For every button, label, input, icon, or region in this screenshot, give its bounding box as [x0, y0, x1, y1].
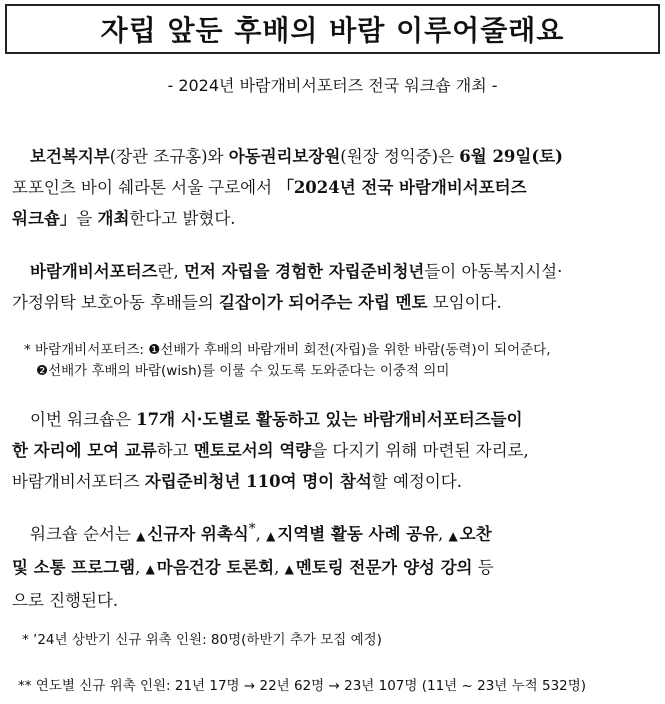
document-title: 자립 앞둔 후배의 바람 이루어줄래요: [100, 14, 565, 47]
bullet-triangle-icon: ▲: [145, 561, 155, 576]
para3-particle: 하고: [156, 441, 194, 460]
comma: ,: [255, 524, 267, 544]
para2-text2: 가정위탁 보호아동 후배들의: [12, 293, 220, 312]
youth-description: 먼저 자립을 경험한 자립준비청년: [183, 262, 425, 281]
para4-line1: [12, 514, 654, 552]
paragraph-announcement: [12, 141, 654, 234]
para1-line1: [12, 141, 654, 172]
footnote-mark: *: [248, 521, 256, 537]
footnote-appointments: [22, 630, 657, 651]
para2-particle: 란,: [157, 262, 184, 281]
footnote-yearly-counts: ** 연도별 신규 위촉 인원: 21년 17명 → 22년 62명 → 23년 107명 (11년 ~ 23년 누적 532명): [18, 678, 587, 694]
para3-text3: 바람개비서포터즈: [12, 472, 145, 491]
bullet-triangle-icon: ▲: [284, 561, 294, 576]
program-item-mental-health: 마음건강 토론회: [156, 557, 275, 577]
minister-note: (장관 조규홍)와: [109, 147, 229, 166]
para2-line1: [12, 256, 654, 287]
title-box: [5, 4, 660, 54]
para4-text: 워크숍 순서는: [30, 524, 137, 544]
para4-line3: 으로 진행된다.: [12, 590, 119, 610]
para4-etc: 등: [472, 557, 494, 577]
director-note: (원장 정익중)은: [340, 147, 460, 166]
document-subtitle: - 2024년 바람개비서포터즈 전국 워크숍 개최 -: [167, 76, 498, 95]
regional-supporters: 17개 시·도별로 활동하고 있는 바람개비서포터즈들이: [136, 410, 523, 429]
footnote-2024-appointments: * ’24년 상반기 신규 위촉 인원: 80명(하반기 추가 모집 예정): [22, 632, 382, 648]
footnote-supporters-meaning: [24, 340, 659, 382]
program-item-communication: 및 소통 프로그램: [12, 557, 136, 577]
event-name: 「2024년 전국 바람개비서포터즈: [277, 178, 527, 197]
agency-name: 아동권리보장원: [228, 147, 341, 166]
comma: ,: [274, 557, 285, 577]
bullet-triangle-icon: ▲: [448, 528, 458, 543]
paragraph-workshop: [12, 404, 654, 497]
gather-exchange: 한 자리에 모여 교류: [12, 441, 157, 460]
para2-line2: [12, 287, 654, 318]
event-date: 6월 29일(토): [459, 147, 563, 166]
program-item-luncheon: 오찬: [459, 524, 492, 544]
mentor-capacity: 멘토로서의 역량: [193, 441, 312, 460]
para1-particle: 을: [76, 209, 98, 228]
paragraph-program: [12, 514, 654, 616]
ministry-name: 보건복지부: [30, 147, 110, 166]
program-item-case-sharing: 지역별 활동 사례 공유: [277, 524, 439, 544]
para1-line3: [12, 203, 654, 234]
mentor-description: 길잡이가 되어주는 자립 멘토: [219, 293, 428, 312]
comma: ,: [438, 524, 449, 544]
para2-ending: 모임이다.: [427, 293, 502, 312]
attendance: 자립준비청년 110여 명이 참석: [144, 472, 372, 491]
para3-text2: 을 다지기 위해 마련된 자리로,: [311, 441, 529, 460]
footnote-yearly-appointments: [18, 676, 653, 697]
bullet-triangle-icon: ▲: [266, 528, 276, 543]
venue-text: 포포인츠 바이 쉐라톤 서울 구로에서: [12, 178, 278, 197]
para3-line1: [12, 404, 654, 435]
bullet-triangle-icon: ▲: [136, 528, 146, 543]
footnote-line2: ❷선배가 후배의 바람(wish)를 이룰 수 있도록 도와준다는 이중적 의미: [36, 363, 450, 379]
hold-word: 개최: [97, 209, 130, 228]
event-name-end: 워크숍」: [12, 209, 77, 228]
para4-line2: [12, 552, 654, 585]
para1-line2: [12, 172, 654, 203]
supporters-name: 바람개비서포터즈: [30, 262, 158, 281]
para3-text: 이번 워크숍은: [30, 410, 137, 429]
para3-line2: [12, 435, 654, 466]
para1-ending: 한다고 밝혔다.: [129, 209, 236, 228]
comma: ,: [135, 557, 146, 577]
program-item-appointment: 신규자 위촉식: [147, 524, 249, 544]
para3-ending: 할 예정이다.: [371, 472, 462, 491]
para2-text: 들이 아동복지시설·: [424, 262, 563, 281]
paragraph-definition: [12, 256, 654, 318]
program-item-mentoring-lecture: 멘토링 전문가 양성 강의: [295, 557, 473, 577]
footnote-line1: * 바람개비서포터즈: ❶선배가 후배의 바람개비 회전(자립)을 위한 바람(동력)이 되어준다,: [24, 342, 551, 358]
para3-line3: [12, 466, 654, 497]
